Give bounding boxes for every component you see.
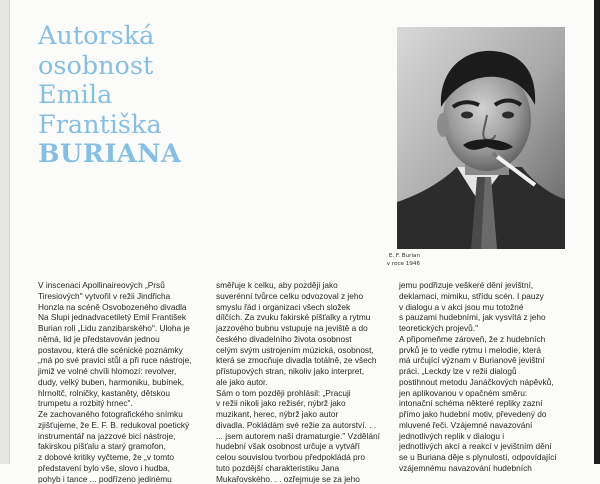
portrait-illustration [397, 27, 565, 249]
column-2-line: přístupových stran, nikoliv jako interpret, [216, 366, 374, 377]
column-1-line: pohyb i tance ... podřízeno jedinému [38, 474, 196, 484]
column-1-line: instrumentář na jazzové bicí nástroje, [38, 431, 196, 442]
column-3-line: teoretických projevů." [399, 323, 557, 334]
column-2-line: suverénní tvůrce celku odvozoval z jeho [216, 291, 374, 302]
page-gutter [0, 0, 9, 464]
column-1-line: hlrnoltč, rolničky, kastaněty, dětskou [38, 388, 196, 399]
column-2-line: celým svým ustrojením múzická, osobnost, [216, 345, 374, 356]
column-1-line: Honzla na scéně Osvobozeného divadla [38, 302, 196, 313]
column-3-line: jen aplikovanou v opačném směru: [399, 388, 557, 399]
caption-line-1: E. F. Burian [360, 252, 420, 260]
column-3-line: jednotlivých replik v dialogu i [399, 431, 557, 442]
text-column-1 [38, 280, 196, 484]
column-1-line: „má po své pravici stůl a při ruce nástroje, [38, 355, 196, 366]
column-1-line: V inscenaci Apollinaireových „Prsů [38, 280, 196, 291]
column-3-line: má určující význam v Burianově jevištní [399, 355, 557, 366]
column-2-line: v režii nikoli jako režisér, nýbrž jako [216, 398, 374, 409]
text-column-2 [216, 280, 374, 484]
column-1-line: jimiž ve volné chvíli hlomozí: revolver, [38, 366, 196, 377]
column-2-line: Mukařovského. . . ozřejmuje se za jeho [216, 474, 374, 484]
column-1-line: němá, lid je představován jednou [38, 334, 196, 345]
column-1-line: Na Slupi jednadvacetiletý Emil František [38, 312, 196, 323]
column-1-line: fakirskou píšťalu a starý gramofon, [38, 441, 196, 452]
title-line-2: osobnost [38, 52, 238, 82]
title-line-4: Františka [38, 111, 238, 141]
column-3-line: se u Buriana děje s plynulostí, odpovídající [399, 452, 557, 463]
column-1-line: představení bylo vše, slovo i hudba, [38, 463, 196, 474]
column-2-line: smyslu řád i organizaci všech složek [216, 302, 374, 313]
column-1-line: trumpetu a rozbitý hrnec". [38, 398, 196, 409]
title-line-3: Emila [38, 81, 238, 111]
column-3-line: mluvené řeči. Vzájemné navazování [399, 420, 557, 431]
text-column-3 [399, 280, 557, 474]
column-1-line: zjišťujeme, že E. F. B. redukoval poetický [38, 420, 196, 431]
column-3-line: v dialogu a v akci jsou mu totožné [399, 302, 557, 313]
column-3-line: jemu podřizuje veškeré dění jevištní, [399, 280, 557, 291]
column-2-line: která se zmocňuje divadla totálně, ze všech [216, 355, 374, 366]
column-2-line: českého divadelního života osobnost [216, 334, 374, 345]
column-2-line: divadla. Pokládám své režie za autorství. . . [216, 420, 374, 431]
column-3-line: deklamaci, mimiku, střídu scén. I pauzy [399, 291, 557, 302]
article-title [38, 22, 238, 170]
column-2-line: Sám o tom později prohlásil: „Pracuji [216, 388, 374, 399]
column-1-line: postavou, která dle scénické poznámky [38, 345, 196, 356]
column-2-line: dílčích. Za zvuku fakirské píšťalky a rytmu [216, 312, 374, 323]
portrait-photo [397, 27, 565, 249]
column-2-line: muzikant, herec, nýbrž jako autor [216, 409, 374, 420]
column-2-line: ale jako autor. [216, 377, 374, 388]
page-gutter-line [9, 0, 10, 464]
column-1-line: Burian roli „Lidu zanzibarského". Uloha je [38, 323, 196, 334]
column-2-line: hudební však osobnost určuje a vytváří [216, 441, 374, 452]
column-1-line: dudy, velký buben, harmoniku, bubínek, [38, 377, 196, 388]
column-2-line: směřuje k celku, aby později jako [216, 280, 374, 291]
column-1-line: z dobové kritiky vyčteme, že „v tomto [38, 452, 196, 463]
column-3-line: A připomeňme zároveň, že z hudebních [399, 334, 557, 345]
column-3-line: prvků je to vedle rytmu i melodie, která [399, 345, 557, 356]
column-1-line: Tiresiových" vytvořil v režii Jindřicha [38, 291, 196, 302]
column-3-line: s pauzami hudebními, jak vysvítá z jeho [399, 312, 557, 323]
column-3-line: jednotlivých akcí a reakcí v jevištním dění [399, 441, 557, 452]
column-1-line: Ze zachovaného fotografického snímku [38, 409, 196, 420]
column-3-line: práci. „Leckdy lze v režii dialogů [399, 366, 557, 377]
column-3-line: přímo jako hudební motiv, převedený do [399, 409, 557, 420]
title-line-5: BURIANA [38, 140, 238, 170]
column-2-line: jazzového bubnu vstupuje na jeviště a do [216, 323, 374, 334]
column-3-line: intonační schéma některé repliky zazní [399, 398, 557, 409]
column-3-line: postihnout metodu Janáčkových nápěvků, [399, 377, 557, 388]
caption-line-2: v roce 1946 [360, 260, 420, 268]
column-2-line: ... jsem autorem naší dramaturgie." Vzdělání [216, 431, 374, 442]
column-3-line: vzájemnému navazování hudebních [399, 463, 557, 474]
column-2-line: celou souvislou tvorbou předpokládá pro [216, 452, 374, 463]
column-2-line: tuto pozdější charakteristiku Jana [216, 463, 374, 474]
photo-caption [360, 252, 420, 268]
page-edge-shadow [594, 0, 600, 464]
title-line-1: Autorská [38, 22, 238, 52]
